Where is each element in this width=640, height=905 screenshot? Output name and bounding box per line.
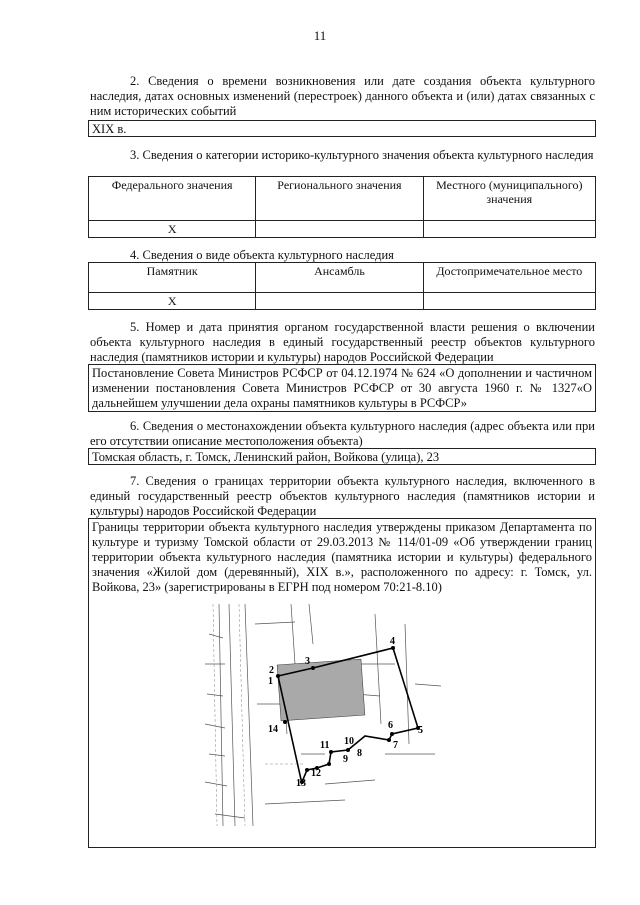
section-2-value: XIX в. (88, 120, 596, 137)
plan-point-6: 6 (388, 720, 393, 731)
section-6-heading (90, 419, 595, 449)
type-monument: Памятник (89, 263, 256, 293)
section-5-heading (90, 320, 595, 365)
plan-point-14: 14 (268, 724, 278, 735)
category-federal: Федерального значения (89, 177, 256, 221)
type-mark-ensemble (256, 293, 423, 310)
section-3-heading (90, 148, 595, 163)
plan-point-7: 7 (393, 740, 398, 751)
section-7-heading-text: 7. Сведения о границах территории объекта культурного наследия, включенного в единый государственный реестр объектов культурного наследия (памятников истории и культуры) народов Российской Федерации (90, 474, 595, 518)
category-mark-regional (256, 221, 423, 238)
section-2-heading-text: 2. Сведения о времени возникновения или дате создания объекта культурного наследия, датах основных изменений (перестроек) данного объекта и (или) датах связанных с ним исторических событий (90, 74, 595, 118)
page-number: 11 (313, 28, 327, 43)
plan-point-3: 3 (305, 656, 310, 667)
type-table (88, 262, 596, 310)
type-mark-monument: Х (89, 293, 256, 310)
plan-point-8: 8 (357, 748, 362, 759)
section-6-value: Томская область, г. Томск, Ленинский район, Войкова (улица), 23 (88, 448, 596, 465)
type-mark-landmark (423, 293, 595, 310)
boundary-plan (205, 604, 445, 826)
section-3-heading-text: 3. Сведения о категории историко-культурного значения объекта культурного наследия (130, 148, 594, 162)
section-2-heading (90, 74, 595, 119)
plan-point-12: 12 (311, 768, 321, 779)
plan-point-1: 1 (268, 676, 273, 687)
plan-point-9: 9 (343, 754, 348, 765)
section-4-heading (90, 248, 595, 263)
section-7-text: Границы территории объекта культурного наследия утверждены приказом Департамента по культуре и туризму Томской области от 29.03.2013 № 114/01-09 «Об утверждении границ территории объекта культурного наследия (памятника истории и культуры) федерального значения «Жилой дом (деревянный), XIX в.», расположенного по адресу: г. Томск, ул. Войкова, 23» (зарегистрированы в ЕГРН под номером 70:21-8.10) (92, 520, 592, 594)
section-5-value: Постановление Совета Министров РСФСР от 04.12.1974 № 624 «О дополнении и частичном изменении постановления Совета Министров РСФСР от 30 августа 1960 г. № 1327«О дальнейшем улучшении дела охраны памятников культуры в РСФСР» (88, 364, 596, 412)
type-ensemble: Ансамбль (256, 263, 423, 293)
plan-point-2: 2 (269, 665, 274, 676)
type-landmark: Достопримечательное место (423, 263, 595, 293)
category-mark-local (423, 221, 595, 238)
category-table (88, 176, 596, 238)
category-local: Местного (муниципального) значения (423, 177, 595, 221)
category-mark-federal: Х (89, 221, 256, 238)
category-regional: Регионального значения (256, 177, 423, 221)
plan-point-13: 13 (296, 778, 306, 789)
building-footprint (277, 659, 365, 721)
plan-point-4: 4 (390, 636, 395, 647)
section-5-heading-text: 5. Номер и дата принятия органом государственной власти решения о включении объекта культурного наследия в единый государственный реестр объектов культурного наследия (памятников истории и культуры) народов Российской Федерации (90, 320, 595, 364)
section-4-heading-text: 4. Сведения о виде объекта культурного наследия (130, 248, 394, 262)
section-7-heading (90, 474, 595, 519)
plan-point-5: 5 (418, 725, 423, 736)
plan-point-10: 10 (344, 736, 354, 747)
plan-point-11: 11 (320, 740, 330, 751)
section-6-heading-text: 6. Сведения о местонахождении объекта культурного наследия (адрес объекта или при его отсутствии описание местоположения объекта) (90, 419, 595, 448)
